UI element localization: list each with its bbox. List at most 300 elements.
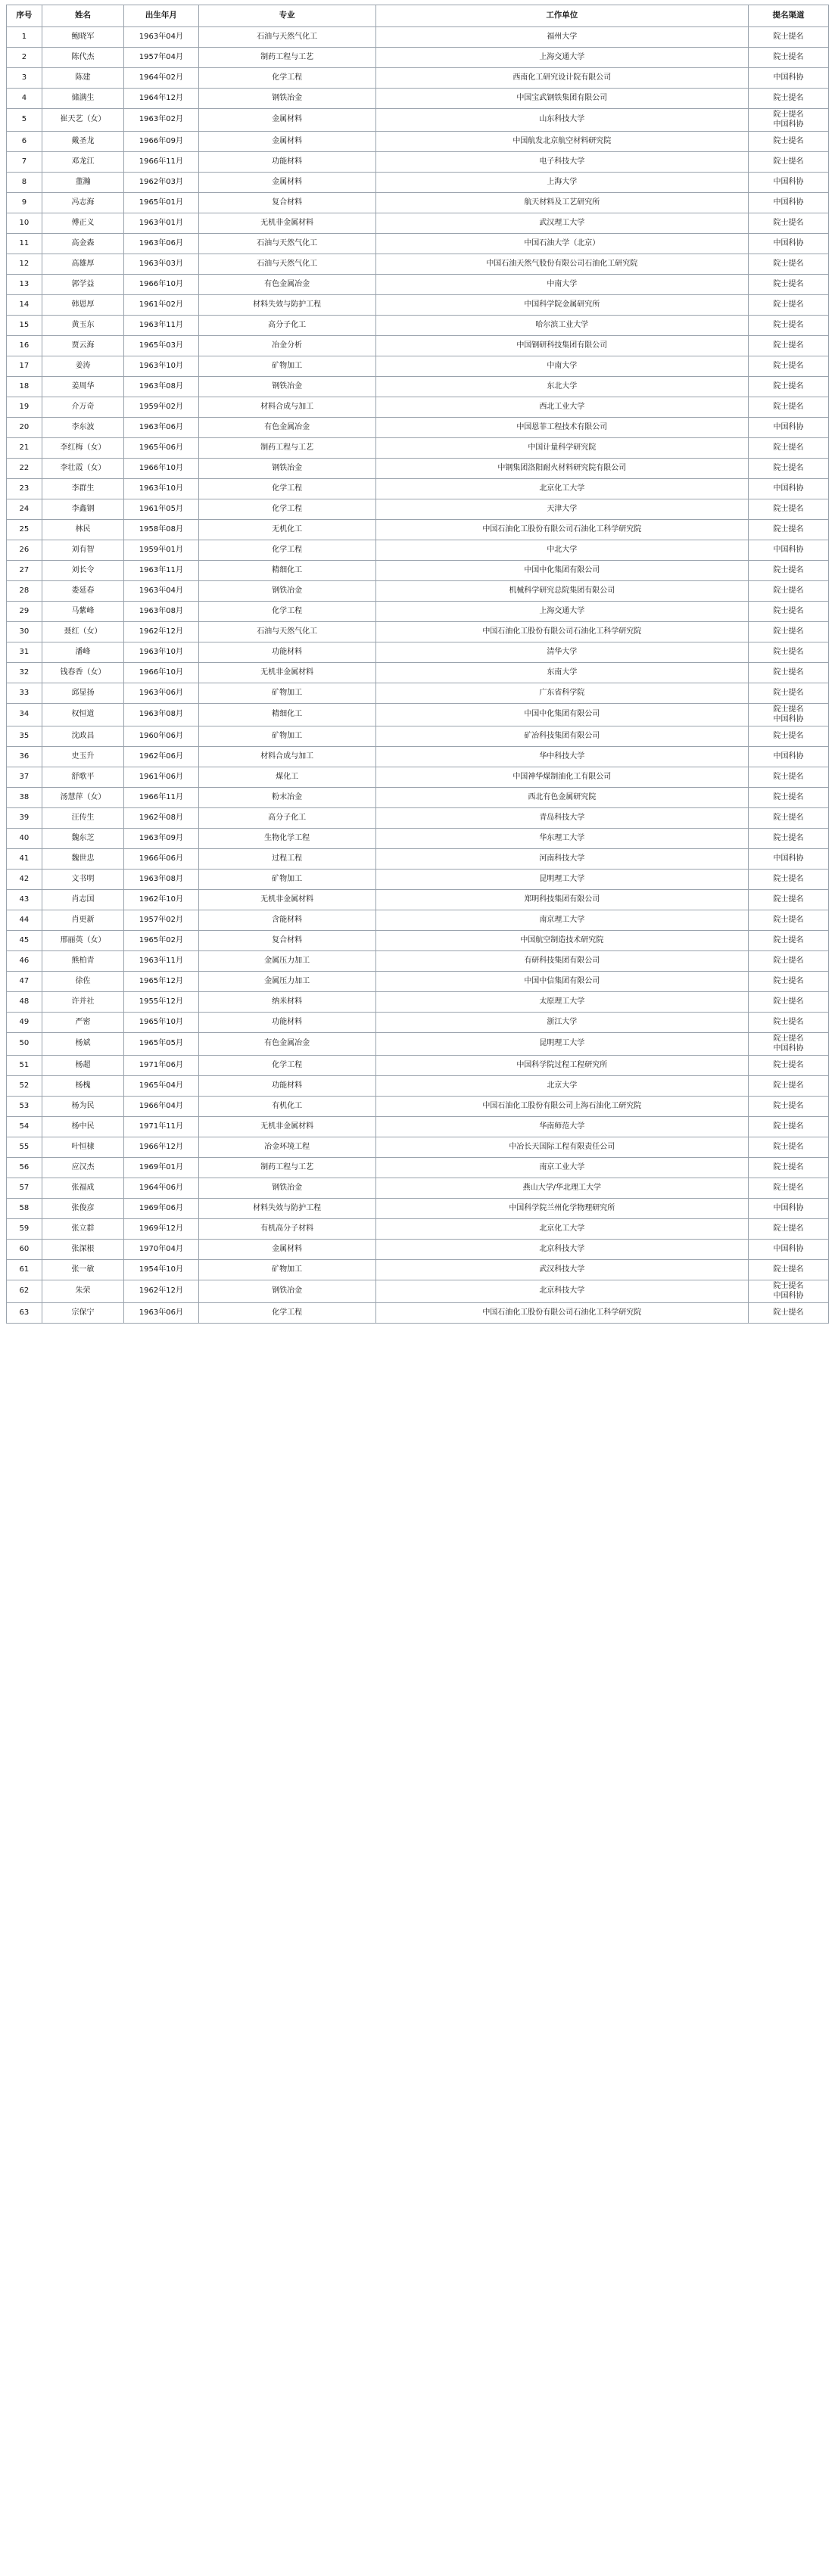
cell-name: 杨超 (42, 1056, 123, 1076)
cell-name: 史玉升 (42, 747, 123, 767)
table-header (7, 5, 829, 27)
table-row (7, 1240, 829, 1260)
cell-source (749, 356, 829, 377)
table-row (7, 295, 829, 316)
cell-organization: 上海大学 (375, 173, 749, 193)
source-tag: 院士提名 (773, 279, 804, 288)
cell-source (749, 540, 829, 561)
cell-birth: 1959年02月 (124, 397, 199, 418)
table-row (7, 1178, 829, 1199)
cell-birth: 1963年08月 (124, 870, 199, 890)
cell-index: 12 (7, 254, 42, 275)
cell-birth: 1966年10月 (124, 275, 199, 295)
table-row (7, 1280, 829, 1303)
cell-major: 精细化工 (198, 704, 375, 726)
cell-name: 马紫峰 (42, 602, 123, 622)
cell-organization: 西北工业大学 (375, 397, 749, 418)
cell-index: 36 (7, 747, 42, 767)
table-row (7, 561, 829, 581)
source-tag: 院士提名 (773, 586, 804, 595)
column-header-organization: 工作单位 (375, 5, 749, 27)
cell-index: 21 (7, 438, 42, 459)
table-row (7, 1033, 829, 1056)
cell-index: 44 (7, 910, 42, 931)
cell-major: 化学工程 (198, 1303, 375, 1324)
cell-birth: 1954年10月 (124, 1260, 199, 1280)
cell-name: 高金森 (42, 234, 123, 254)
cell-source (749, 27, 829, 48)
table-row (7, 581, 829, 602)
cell-major: 化学工程 (198, 540, 375, 561)
cell-organization: 中国石油大学（北京） (375, 234, 749, 254)
source-tag: 院士提名 (773, 667, 804, 677)
cell-organization: 北京化工大学 (375, 479, 749, 499)
cell-source (749, 499, 829, 520)
source-tag: 中国科协 (773, 545, 804, 554)
cell-name: 钱春香（女） (42, 663, 123, 683)
cell-birth: 1963年08月 (124, 377, 199, 397)
cell-name: 肖更新 (42, 910, 123, 931)
cell-name: 介万奇 (42, 397, 123, 418)
cell-source (749, 622, 829, 642)
cell-source (749, 972, 829, 992)
cell-name: 姜涛 (42, 356, 123, 377)
cell-name: 刘有智 (42, 540, 123, 561)
cell-major: 矿物加工 (198, 356, 375, 377)
cell-source (749, 48, 829, 68)
table-row (7, 1260, 829, 1280)
cell-name: 刘长令 (42, 561, 123, 581)
cell-birth: 1959年01月 (124, 540, 199, 561)
cell-birth: 1961年05月 (124, 499, 199, 520)
cell-major: 钢铁冶金 (198, 377, 375, 397)
cell-birth: 1965年03月 (124, 336, 199, 356)
cell-index: 7 (7, 152, 42, 173)
cell-name: 李红梅（女） (42, 438, 123, 459)
cell-birth: 1970年04月 (124, 1240, 199, 1260)
candidate-table (6, 5, 829, 1324)
cell-name: 杨为民 (42, 1097, 123, 1117)
cell-name: 严密 (42, 1013, 123, 1033)
cell-major: 材料失效与防护工程 (198, 1199, 375, 1219)
cell-name: 沈政昌 (42, 726, 123, 747)
column-header-major: 专业 (198, 5, 375, 27)
cell-organization: 郑明科技集团有限公司 (375, 890, 749, 910)
cell-index: 42 (7, 870, 42, 890)
cell-index: 41 (7, 849, 42, 870)
source-tag: 院士提名 (773, 976, 804, 985)
cell-index: 35 (7, 726, 42, 747)
table-row (7, 213, 829, 234)
cell-source (749, 849, 829, 870)
cell-birth: 1965年05月 (124, 1033, 199, 1056)
cell-organization: 北京科技大学 (375, 1240, 749, 1260)
cell-birth: 1963年10月 (124, 356, 199, 377)
cell-index: 43 (7, 890, 42, 910)
table-row (7, 747, 829, 767)
table-row (7, 132, 829, 152)
source-tag: 院士提名 (773, 341, 804, 350)
cell-index: 39 (7, 808, 42, 829)
cell-source (749, 704, 829, 726)
table-row (7, 1303, 829, 1324)
cell-name: 张深根 (42, 1240, 123, 1260)
cell-organization: 中国科学院金属研究所 (375, 295, 749, 316)
cell-source (749, 438, 829, 459)
cell-index: 57 (7, 1178, 42, 1199)
cell-name: 熊柏青 (42, 951, 123, 972)
cell-major: 粉末冶金 (198, 788, 375, 808)
cell-birth: 1971年06月 (124, 1056, 199, 1076)
cell-source (749, 951, 829, 972)
cell-organization: 中国恩菲工程技术有限公司 (375, 418, 749, 438)
table-row (7, 336, 829, 356)
cell-birth: 1961年06月 (124, 767, 199, 788)
cell-birth: 1963年10月 (124, 479, 199, 499)
cell-name: 魏世忠 (42, 849, 123, 870)
cell-name: 娄延春 (42, 581, 123, 602)
cell-birth: 1957年02月 (124, 910, 199, 931)
cell-source (749, 520, 829, 540)
table-row (7, 890, 829, 910)
cell-birth: 1963年03月 (124, 254, 199, 275)
cell-organization: 中国中化集团有限公司 (375, 561, 749, 581)
cell-name: 文书明 (42, 870, 123, 890)
cell-major: 功能材料 (198, 152, 375, 173)
source-tag: 中国科协 (773, 751, 804, 761)
cell-name: 邓龙江 (42, 152, 123, 173)
cell-index: 52 (7, 1076, 42, 1097)
cell-name: 肖志国 (42, 890, 123, 910)
cell-major: 石油与天然气化工 (198, 622, 375, 642)
cell-index: 58 (7, 1199, 42, 1219)
cell-major: 功能材料 (198, 642, 375, 663)
cell-index: 60 (7, 1240, 42, 1260)
column-header-birth: 出生年月 (124, 5, 199, 27)
cell-index: 28 (7, 581, 42, 602)
cell-organization: 武汉理工大学 (375, 213, 749, 234)
cell-name: 杨斌 (42, 1033, 123, 1056)
cell-organization: 华中科技大学 (375, 747, 749, 767)
cell-organization: 西北有色金属研究院 (375, 788, 749, 808)
cell-birth: 1962年12月 (124, 1280, 199, 1303)
column-header-index: 序号 (7, 5, 42, 27)
cell-source (749, 459, 829, 479)
cell-name: 聂红（女） (42, 622, 123, 642)
cell-birth: 1963年08月 (124, 704, 199, 726)
cell-birth: 1965年01月 (124, 193, 199, 213)
source-tag: 院士提名 (773, 1162, 804, 1171)
source-tag: 院士提名 (773, 1224, 804, 1233)
cell-index: 53 (7, 1097, 42, 1117)
cell-source (749, 747, 829, 767)
source-tag: 院士提名 (773, 402, 804, 411)
cell-name: 潘峰 (42, 642, 123, 663)
table-row (7, 109, 829, 132)
table-row (7, 193, 829, 213)
cell-source (749, 910, 829, 931)
cell-major: 化学工程 (198, 68, 375, 89)
cell-major: 材料合成与加工 (198, 397, 375, 418)
cell-source (749, 418, 829, 438)
cell-birth: 1961年02月 (124, 295, 199, 316)
cell-major: 化学工程 (198, 479, 375, 499)
source-tag: 院士提名 (773, 443, 804, 452)
cell-birth: 1969年01月 (124, 1158, 199, 1178)
cell-organization: 燕山大学/华北理工大学 (375, 1178, 749, 1199)
cell-organization: 天津大学 (375, 499, 749, 520)
cell-birth: 1960年06月 (124, 726, 199, 747)
cell-birth: 1964年02月 (124, 68, 199, 89)
cell-source (749, 767, 829, 788)
cell-birth: 1962年12月 (124, 622, 199, 642)
cell-organization: 华东理工大学 (375, 829, 749, 849)
cell-name: 张俊彦 (42, 1199, 123, 1219)
cell-source (749, 683, 829, 704)
cell-index: 22 (7, 459, 42, 479)
cell-major: 材料失效与防护工程 (198, 295, 375, 316)
cell-name: 权恒道 (42, 704, 123, 726)
cell-birth: 1963年11月 (124, 951, 199, 972)
source-tag: 院士提名 (773, 935, 804, 944)
source-tag: 中国科协 (773, 1203, 804, 1212)
cell-name: 傅正义 (42, 213, 123, 234)
cell-name: 邢丽英（女） (42, 931, 123, 951)
cell-name: 张福成 (42, 1178, 123, 1199)
cell-index: 17 (7, 356, 42, 377)
cell-organization: 机械科学研究总院集团有限公司 (375, 581, 749, 602)
source-tag: 院士提名 (773, 915, 804, 924)
cell-major: 无机非金属材料 (198, 1117, 375, 1137)
cell-source (749, 726, 829, 747)
source-tag: 院士提名 (773, 1101, 804, 1110)
table-header-row (7, 5, 829, 27)
cell-organization: 中国石油化工股份有限公司石油化工科学研究院 (375, 1303, 749, 1324)
source-tag: 院士提名 (773, 320, 804, 329)
table-row (7, 397, 829, 418)
cell-source (749, 788, 829, 808)
cell-name: 郭学益 (42, 275, 123, 295)
cell-name: 魏东芝 (42, 829, 123, 849)
cell-major: 金属材料 (198, 1240, 375, 1260)
cell-major: 化学工程 (198, 1056, 375, 1076)
cell-name: 李东波 (42, 418, 123, 438)
cell-major: 制药工程与工艺 (198, 48, 375, 68)
cell-index: 2 (7, 48, 42, 68)
cell-index: 4 (7, 89, 42, 109)
cell-source (749, 870, 829, 890)
table-row (7, 829, 829, 849)
source-tag: 院士提名 (773, 627, 804, 636)
cell-name: 高雄厚 (42, 254, 123, 275)
cell-name: 李群生 (42, 479, 123, 499)
source-tag: 院士提名 (773, 874, 804, 883)
cell-source (749, 234, 829, 254)
table-row (7, 992, 829, 1013)
cell-index: 47 (7, 972, 42, 992)
cell-index: 59 (7, 1219, 42, 1240)
cell-name: 徐佐 (42, 972, 123, 992)
table-row (7, 663, 829, 683)
cell-major: 有机化工 (198, 1097, 375, 1117)
table-row (7, 1097, 829, 1117)
source-tag: 中国科协 (773, 422, 804, 431)
cell-name: 林民 (42, 520, 123, 540)
table-row (7, 499, 829, 520)
table-row (7, 48, 829, 68)
cell-organization: 华南师范大学 (375, 1117, 749, 1137)
cell-organization: 青岛科技大学 (375, 808, 749, 829)
cell-birth: 1965年10月 (124, 1013, 199, 1033)
cell-organization: 中国宝武钢铁集团有限公司 (375, 89, 749, 109)
cell-source (749, 193, 829, 213)
table-row (7, 683, 829, 704)
cell-organization: 中南大学 (375, 356, 749, 377)
column-header-source: 提名渠道 (749, 5, 829, 27)
cell-index: 25 (7, 520, 42, 540)
cell-index: 61 (7, 1260, 42, 1280)
table-row (7, 459, 829, 479)
table-row (7, 808, 829, 829)
table-row (7, 234, 829, 254)
cell-organization: 福州大学 (375, 27, 749, 48)
cell-birth: 1958年08月 (124, 520, 199, 540)
cell-name: 应汉杰 (42, 1158, 123, 1178)
cell-name: 杨槐 (42, 1076, 123, 1097)
cell-major: 金属材料 (198, 173, 375, 193)
cell-organization: 东南大学 (375, 663, 749, 683)
cell-source (749, 1199, 829, 1219)
cell-organization: 中国航发北京航空材料研究院 (375, 132, 749, 152)
cell-index: 15 (7, 316, 42, 336)
cell-organization: 中国石油化工股份有限公司石油化工科学研究院 (375, 520, 749, 540)
cell-major: 含能材料 (198, 910, 375, 931)
cell-major: 石油与天然气化工 (198, 254, 375, 275)
cell-birth: 1964年12月 (124, 89, 199, 109)
cell-organization: 中国计量科学研究院 (375, 438, 749, 459)
cell-major: 高分子化工 (198, 808, 375, 829)
source-tag: 院士提名 (773, 504, 804, 513)
source-tag: 院士提名 (773, 956, 804, 965)
source-tag: 院士提名 (773, 463, 804, 472)
cell-major: 有色金属冶金 (198, 1033, 375, 1056)
table-row (7, 972, 829, 992)
cell-major: 无机化工 (198, 520, 375, 540)
cell-source (749, 561, 829, 581)
source-tag: 院士提名 (773, 1142, 804, 1151)
cell-index: 5 (7, 109, 42, 132)
cell-major: 功能材料 (198, 1013, 375, 1033)
cell-organization: 中国钢研科技集团有限公司 (375, 336, 749, 356)
cell-birth: 1963年11月 (124, 316, 199, 336)
table-row (7, 254, 829, 275)
cell-major: 冶金环境工程 (198, 1137, 375, 1158)
source-tag: 院士提名 (773, 772, 804, 781)
cell-major: 制药工程与工艺 (198, 1158, 375, 1178)
cell-birth: 1957年04月 (124, 48, 199, 68)
table-row (7, 1219, 829, 1240)
cell-index: 48 (7, 992, 42, 1013)
source-tag: 中国科协 (773, 854, 804, 863)
cell-organization: 河南科技大学 (375, 849, 749, 870)
cell-organization: 中国科学院兰州化学物理研究所 (375, 1199, 749, 1219)
cell-name: 汪传生 (42, 808, 123, 829)
cell-birth: 1963年06月 (124, 683, 199, 704)
cell-organization: 有研科技集团有限公司 (375, 951, 749, 972)
cell-birth: 1965年06月 (124, 438, 199, 459)
cell-name: 汤慧萍（女） (42, 788, 123, 808)
cell-name: 姜周华 (42, 377, 123, 397)
cell-major: 无机非金属材料 (198, 213, 375, 234)
cell-birth: 1962年08月 (124, 808, 199, 829)
table-row (7, 68, 829, 89)
cell-organization: 太原理工大学 (375, 992, 749, 1013)
cell-major: 无机非金属材料 (198, 890, 375, 910)
cell-birth: 1965年04月 (124, 1076, 199, 1097)
cell-index: 33 (7, 683, 42, 704)
table-row (7, 767, 829, 788)
cell-source (749, 1117, 829, 1137)
table-row (7, 910, 829, 931)
cell-birth: 1963年10月 (124, 642, 199, 663)
source-tag: 院士提名 (773, 997, 804, 1006)
table-row (7, 870, 829, 890)
cell-index: 10 (7, 213, 42, 234)
source-tag: 院士提名 (773, 32, 804, 41)
cell-source (749, 931, 829, 951)
source-tag: 院士提名 (773, 1282, 804, 1290)
source-tag: 中国科协 (773, 1291, 804, 1300)
cell-organization: 中国神华煤制油化工有限公司 (375, 767, 749, 788)
cell-major: 石油与天然气化工 (198, 234, 375, 254)
cell-index: 34 (7, 704, 42, 726)
source-tag: 院士提名 (773, 259, 804, 268)
cell-source (749, 1056, 829, 1076)
cell-birth: 1965年12月 (124, 972, 199, 992)
cell-major: 复合材料 (198, 931, 375, 951)
source-tag: 院士提名 (773, 52, 804, 61)
cell-name: 朱荣 (42, 1280, 123, 1303)
source-tag: 院士提名 (773, 833, 804, 842)
cell-major: 有色金属冶金 (198, 275, 375, 295)
table-row (7, 1056, 829, 1076)
table-row (7, 788, 829, 808)
cell-birth: 1963年02月 (124, 109, 199, 132)
cell-major: 钢铁冶金 (198, 581, 375, 602)
cell-source (749, 808, 829, 829)
source-tag: 院士提名 (773, 1308, 804, 1317)
cell-index: 45 (7, 931, 42, 951)
cell-organization: 中国石油化工股份有限公司石油化工科学研究院 (375, 622, 749, 642)
cell-name: 李壮霞（女） (42, 459, 123, 479)
source-tag: 院士提名 (773, 1183, 804, 1192)
cell-source (749, 68, 829, 89)
table-row (7, 1137, 829, 1158)
cell-source (749, 109, 829, 132)
table-row (7, 438, 829, 459)
cell-source (749, 1033, 829, 1056)
cell-major: 冶金分析 (198, 336, 375, 356)
cell-index: 14 (7, 295, 42, 316)
cell-source (749, 890, 829, 910)
cell-source (749, 581, 829, 602)
source-tag: 院士提名 (773, 792, 804, 801)
cell-birth: 1966年09月 (124, 132, 199, 152)
cell-organization: 中南大学 (375, 275, 749, 295)
cell-major: 矿物加工 (198, 726, 375, 747)
cell-organization: 中国石油天然气股份有限公司石油化工研究院 (375, 254, 749, 275)
cell-name: 许并社 (42, 992, 123, 1013)
